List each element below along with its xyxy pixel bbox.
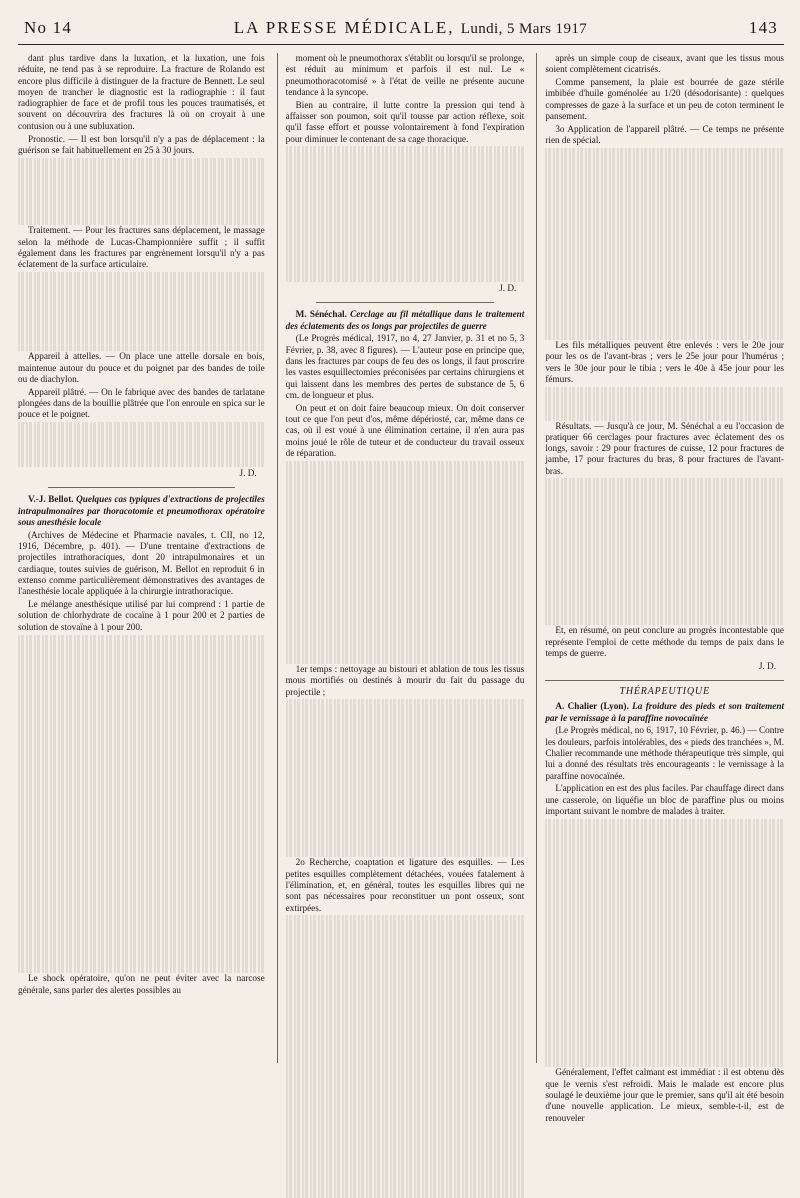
journal-page xyxy=(18,14,785,1123)
article-heading xyxy=(545,701,784,724)
signature: J. D. xyxy=(499,282,517,293)
column-1 xyxy=(18,53,265,1063)
article-title: Quelques cas typiques d'extractions de projectiles intrapulmonaires par thoracotomie et pneumothorax opératoire sous anesthésie locale xyxy=(18,494,265,528)
paragraph: Bien au contraire, il lutte contre la pression qui tend à affaisser son poumon, soit qu'il tousse par action réflexe, soit qu'il fasse effort et pousse volontairement à fond l'expiration pour diminuer le contenant de sa cage thoracique. xyxy=(285,99,525,144)
journal-title xyxy=(234,18,587,38)
column-2 xyxy=(277,53,525,1063)
paragraph: 1er temps : nettoyage au bistouri et ablation de tous les tissus mous mortifiés ou destinés à mourir du fait du passage du projectile ; xyxy=(285,663,525,697)
illegible-text xyxy=(545,478,784,625)
article-author: M. Sénéchal. xyxy=(295,309,347,320)
paragraph: Pronostic. — Il est bon lorsqu'il n'y a pas de déplacement : la guérison se fait habituellement en 25 à 30 jours. xyxy=(18,133,265,155)
paragraph: Généralement, l'effet calmant est immédiat : il est obtenu dès que le vernis s'est refroidi. Mais le malade est encore plus soulagé le deuxième jour que le premier, sans qu'il ait été besoin d'une nouvelle application. Le mieux, semble-t-il, est de renouveler xyxy=(545,1067,784,1123)
paragraph: après un simple coup de ciseaux, avant que les tissus mous soient complètement cicatrisés. xyxy=(545,53,784,75)
illegible-text xyxy=(18,635,265,974)
paragraph: Traitement. — Pour les fractures sans déplacement, le massage selon la méthode de Lucas-Championnière suffit ; il suffit également dans les fractures par engrènement lorsqu'il n'y a pas éclatement de la surface articulaire. xyxy=(18,225,265,270)
article-heading xyxy=(18,494,265,528)
paragraph: Comme pansement, la plaie est bourrée de gaze stérile imbibée d'huile goménolée au 1/20 (désodorisante) : quelques compresses de gaze à la surface et un peu de coton terminent le pansement. xyxy=(545,77,784,121)
issue-number: No 14 xyxy=(24,18,73,37)
paragraph: Et, en résumé, on peut conclure au progrès incontestable que représente l'emploi de cette méthode du temps de paix dans le temps de guerre. xyxy=(545,625,784,658)
paragraph: Le shock opératoire, qu'on ne peut éviter avec la narcose générale, sans parler des alertes possibles au xyxy=(18,973,265,995)
journal-name: LA PRESSE MÉDICALE, xyxy=(233,18,455,37)
article-title: Cerclage au fil métallique dans le traitement des éclatements des os longs par projectiles de guerre xyxy=(285,309,525,331)
illegible-text xyxy=(18,158,265,226)
illegible-text xyxy=(545,387,784,421)
article-title: La froidure des pieds et son traitement par le vernissage à la paraffine novocaïnée xyxy=(545,701,785,723)
section-heading: THÉRAPEUTIQUE xyxy=(545,680,784,697)
paragraph: 3o Application de l'appareil plâtré. — Ce temps ne présente rien de spécial. xyxy=(545,123,784,146)
article-author: A. Chalier (Lyon). xyxy=(555,701,629,712)
divider xyxy=(48,487,235,488)
illegible-text xyxy=(286,146,525,282)
article-author: V.-J. Bellot. xyxy=(28,494,74,505)
illegible-text xyxy=(286,915,525,1197)
signature: J. D. xyxy=(239,468,257,479)
paragraph: On peut et on doit faire beaucoup mieux. On doit conserver tout ce que l'on peut d'os, même dépériosté, car, même dans ce cas, où il est voué à une élimination certaine, il n'en aura pas moins joué le rôle de tuteur et de conducteur du travail osseux de réparation. xyxy=(285,402,525,458)
illegible-text xyxy=(18,272,265,351)
paragraph: 2o Recherche, coaptation et ligature des esquilles. — Les petites esquilles complètement détachées, vouées fatalement à l'élimination, et, en général, toutes les esquilles libres qui ne sont pas nécessaires pour reconstituer un pont osseux, sont extirpées. xyxy=(285,857,525,913)
page-number: 143 xyxy=(748,18,778,37)
paragraph: Appareil plâtré. — On le fabrique avec des bandes de tarlatane plongées dans de la bouillie plâtrée que l'on enroule en spica sur le pouce et le poignet. xyxy=(18,386,265,420)
column-3 xyxy=(536,53,785,1123)
article-heading xyxy=(286,309,525,332)
issue-date: Lundi, 5 Mars 1917 xyxy=(460,21,588,37)
paragraph: (Le Progrès médical, no 6, 1917, 10 Février, p. 46.) — Contre les douleurs, parfois intolérables, des « pieds des tranchées », M. Chalier recommande une méthode thérapeutique très simple, qui lui a donné des résultats très encourageants : le vernissage à la paraffine novocaïnée. xyxy=(545,725,784,781)
paragraph: (Le Progrès médical, 1917, no 4, 27 Janvier, p. 31 et no 5, 3 Février, p. 38, avec 8 figures). — L'auteur pose en principe que, dans les fractures par coups de feu des os longs, il faut proscrire les vastes esquillectomies préconisées par certains chirurgiens et qui laissent dans les membres des pertes de substance de 5, 6 cm. de longueur et plus. xyxy=(285,333,525,400)
paragraph: dant plus tardive dans la luxation, et la luxation, une fois réduite, ne tend pas à se reproduire. La fracture de Rolando est encore plus difficile à distinguer de la fracture de Bennett. Le seul moyen de trancher le diagnostic est la radiographie : il faut radiographier de face et de profil tous les pouces traumatisés, et souvent on découvrira des fractures là où on croyait à une contusion ou à une subluxation. xyxy=(18,53,265,131)
body-columns xyxy=(18,45,785,1123)
illegible-text xyxy=(286,699,525,857)
illegible-text xyxy=(545,148,784,340)
paragraph: Le mélange anesthésique utilisé par lui comprend : 1 partie de solution de chlorhydrate de cocaïne à 1 pour 200 et 2 parties de solution de stovaïne à 1 pour 200. xyxy=(18,599,265,632)
paragraph: Les fils métalliques peuvent être enlevés : vers le 20e jour pour les os de l'avant-bras ; vers le 25e jour pour l'humérus ; vers le 30e jour pour le tibia ; vers le 40e à 45e jour pour les fémurs. xyxy=(545,339,784,384)
paragraph: Résultats. — Jusqu'à ce jour, M. Sénéchal a eu l'occasion de pratiquer 66 cerclages pour fractures avec éclatement des os longs, savoir : 29 pour fractures de cuisse, 12 pour fractures de jambe, 17 pour fractures du bras, 8 pour fractures de l'avant-bras. xyxy=(545,420,784,476)
masthead xyxy=(18,14,784,45)
illegible-text xyxy=(286,461,525,664)
signature: J. D. xyxy=(758,660,776,671)
paragraph: (Archives de Médecine et Pharmacie navales, t. CII, no 12, 1916, Décembre, p. 401). — D'une trentaine d'extractions de projectiles intrathoraciques, dont 20 intrapulmonaires et un cardiaque, toutes suivies de guérison, M. Bellot en reproduit 6 in extenso comme particulièrement démonstratives des avantages de l'anesthésie locale appliquée à la chirurgie intrathoracique. xyxy=(18,529,265,597)
paragraph: moment où le pneumothorax s'établit ou lorsqu'il se prolonge, est réduit au minimum et parfois il est nul. Le « pneumothoracotomisé » à l'état de veille ne présente aucune tendance à la syncope. xyxy=(285,53,525,97)
divider xyxy=(316,302,495,303)
paragraph: Appareil à attelles. — On place une attelle dorsale en bois, maintenue autour du pouce et du poignet par des bandes de toile ou de diachylon. xyxy=(18,351,265,384)
paragraph: L'application en est des plus faciles. Par chauffage direct dans une casserole, on liquéfie un bloc de paraffine plus ou moins important suivant le nombre de malades à traiter. xyxy=(545,783,784,816)
illegible-text xyxy=(545,819,784,1068)
illegible-text xyxy=(18,422,265,467)
